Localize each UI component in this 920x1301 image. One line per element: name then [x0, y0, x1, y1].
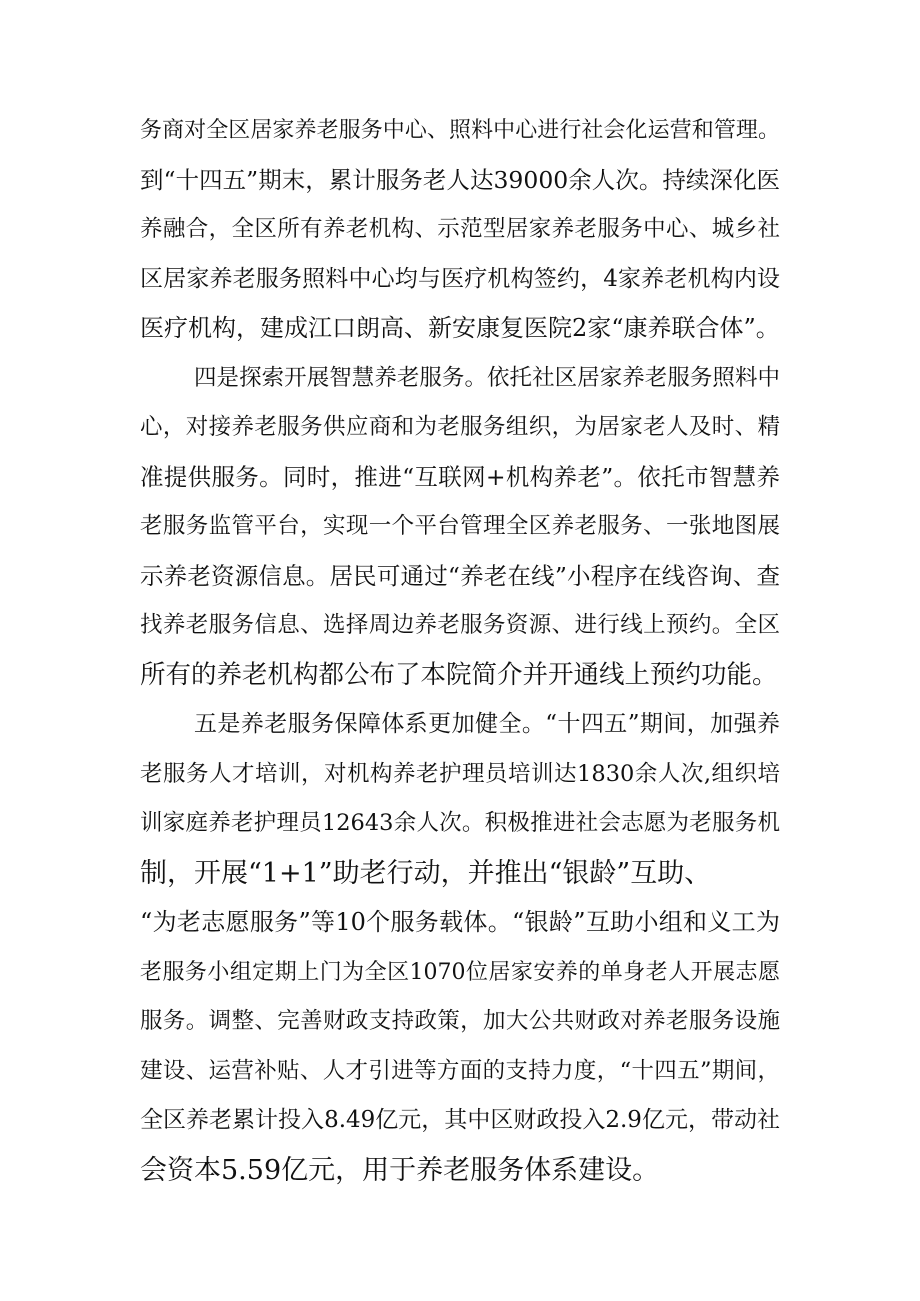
text-line: 务商对全区居家养老服务中心、照料中心进行社会化运营和管理。 [140, 118, 780, 143]
text-line: 示养老资源信息。居民可通过“养老在线”小程序在线咨询、查 [140, 561, 780, 590]
text-line: 会资本5.59亿元，用于养老服务体系建设。 [140, 1154, 660, 1186]
text-line: 找养老服务信息、选择周边养老服务资源、进行线上预约。全区 [140, 612, 780, 638]
text-line: 训家庭养老护理员12643余人次。积极推进社会志愿为老服务机 [140, 810, 780, 836]
text-line: 心，对接养老服务供应商和为老服务组织，为居家老人及时、精 [140, 414, 780, 440]
text-line: 老服务监管平台，实现一个平台管理全区养老服务、一张地图展 [140, 513, 780, 539]
paragraph-smart-elderly-care [140, 354, 780, 701]
text-line: 建设、运营补贴、人才引进等方面的支持力度，“十四五”期间， [140, 1057, 780, 1084]
document-body [140, 106, 780, 1195]
text-line: 医疗机构，建成江口朗高、新安康复医院2家“康养联合体”。 [140, 314, 780, 342]
paragraph-service-guarantee [140, 700, 780, 1195]
text-line: 四是探索开展智慧养老服务。依托社区居家养老服务照料中 [194, 364, 780, 391]
text-line: 区居家养老服务照料中心均与医疗机构签约，4家养老机构内设 [140, 265, 780, 292]
text-line: 老服务人才培训，对机构养老护理员培训达1830余人次,组织培 [140, 760, 780, 787]
text-line: 制，开展“1+1”助老行动，并推出“银龄”互助、 [140, 857, 712, 889]
text-line: 服务。调整、完善财政支持政策，加大公共财政对养老服务设施 [140, 1008, 780, 1034]
text-line: 所有的养老机构都公布了本院简介并开通线上预约功能。 [140, 659, 778, 690]
paragraph-continuation [140, 106, 780, 354]
text-line: 五是养老服务保障体系更加健全。“十四五”期间，加强养 [194, 711, 780, 737]
text-line: “为老志愿服务”等10个服务载体。“银龄”互助小组和义工为 [140, 908, 780, 936]
text-line: 到“十四五”期末，累计服务老人达39000余人次。持续深化医 [140, 165, 780, 194]
text-line: 老服务小组定期上门为全区1070位居家安养的单身老人开展志愿 [140, 959, 780, 985]
text-line: 准提供服务。同时，推进“互联网+机构养老”。依托市智慧养 [140, 462, 780, 491]
text-line: 全区养老累计投入8.49亿元，其中区财政投入2.9亿元，带动社 [140, 1107, 780, 1133]
text-line: 养融合，全区所有养老机构、示范型居家养老服务中心、城乡社 [140, 216, 780, 242]
